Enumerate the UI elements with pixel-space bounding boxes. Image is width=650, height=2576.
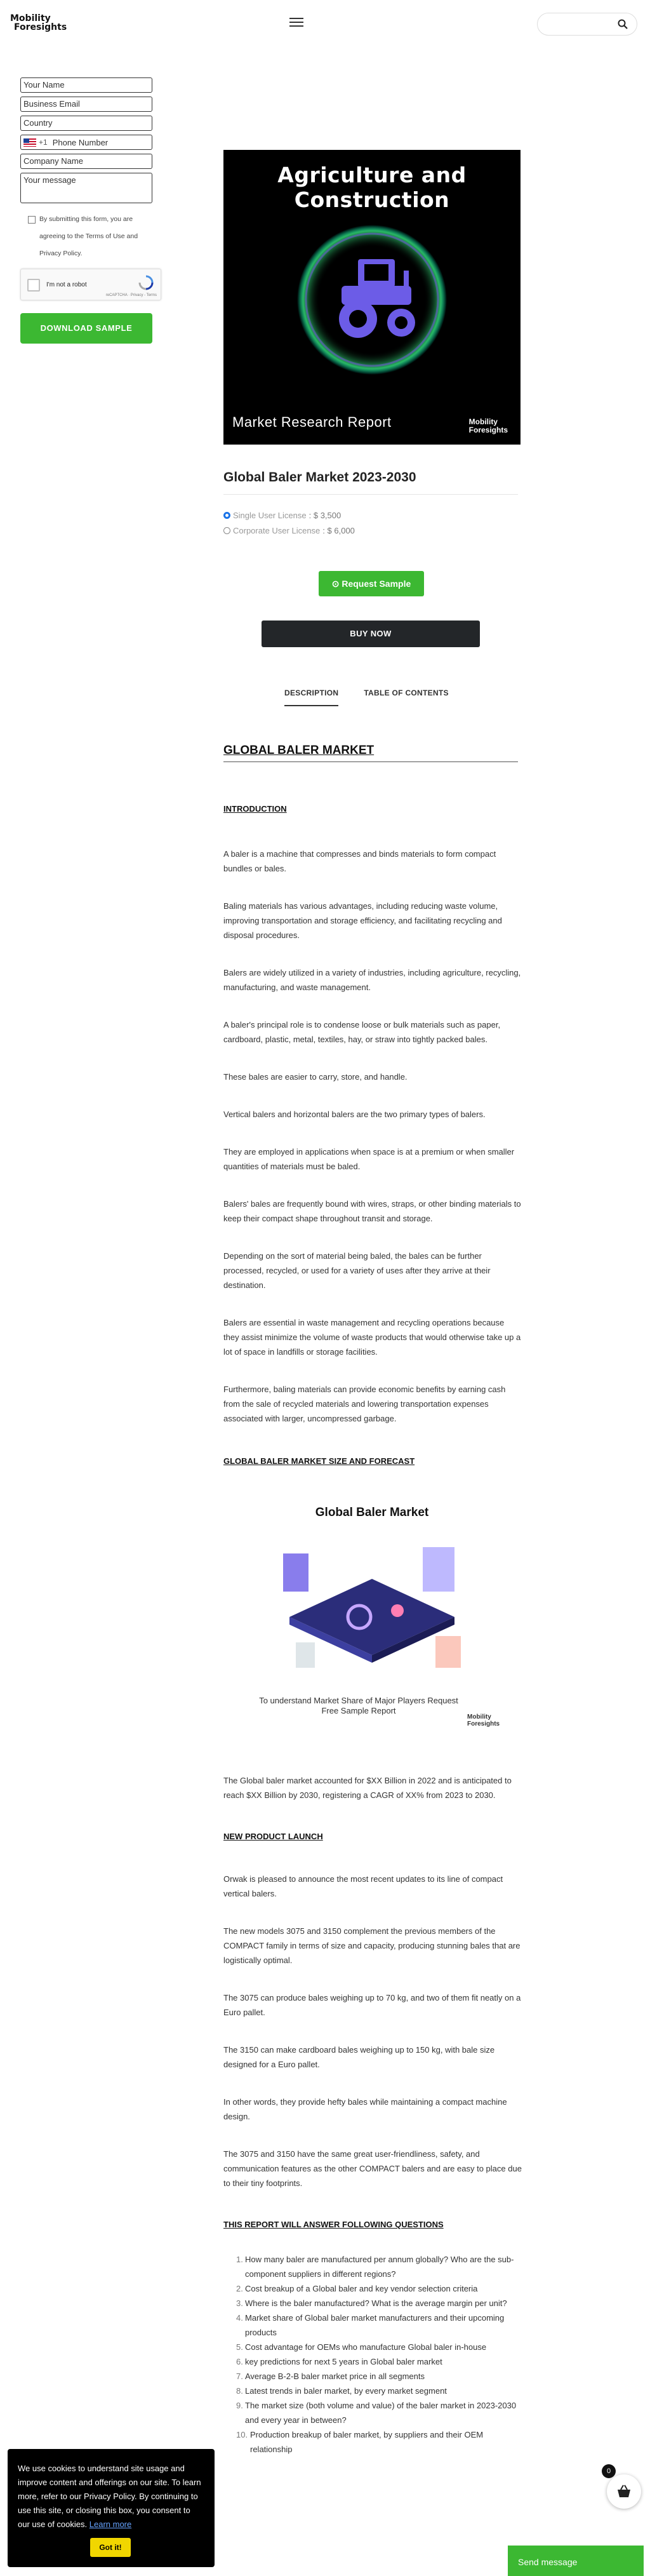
sample-request-form [20,77,157,344]
list-item: 9. The market size (both volume and value) of the baler market in 2023-2030 and every year in between? [236,2401,517,2425]
paragraph: In other words, they provide hefty bales while maintaining a compact machine design. [223,2097,507,2121]
cookie-banner [8,2449,215,2567]
consent-checkbox[interactable] [28,216,36,224]
infographic-logo-line-2: Foresights [467,1721,500,1727]
phone-code[interactable]: +1 [39,138,48,147]
list-item: 4. Market share of Global baler market manufacturers and their upcoming products [236,2313,505,2337]
heading-divider [223,761,518,762]
list-item: 5. Cost advantage for OEMs who manufacture Global baler in-house [236,2342,487,2352]
license-label: Corporate User License [233,526,321,535]
phone-placeholder: Phone Number [52,137,109,147]
consent-row [20,211,152,262]
list-item: 10. Production breakup of baler market, by suppliers and their OEM relationship [236,2430,484,2454]
message-field[interactable]: Your message [20,173,152,203]
tractor-icon [289,217,454,382]
questions-list [223,2252,522,2457]
paragraph: Furthermore, baling materials can provide economic benefits by earning cash from the sale of recycled materials and lowering transportation expenses associated with larger, uncompressed garbage. [223,1385,506,1423]
paragraph: The 3075 and 3150 have the same great user-friendliness, safety, and communication features as the other COMPACT balers and are easy to place due to their tiny footprints. [223,2149,522,2188]
cover-logo-line-1: Mobility [468,417,498,426]
tab-description[interactable]: DESCRIPTION [284,685,338,706]
paragraph: Balers are widely utilized in a variety of industries, including agriculture, recycling, manufacturing, and waste management. [223,968,521,992]
license-price: $ 6,000 [327,526,355,535]
license-radio-corporate[interactable] [223,527,230,534]
content-tabs [284,685,474,706]
recaptcha-logo-icon [138,274,154,293]
cookie-accept-button[interactable]: Got it! [90,2538,131,2557]
infographic-caption: To understand Market Share of Major Players Request Free Sample Report [259,1696,458,1715]
paragraph: The 3150 can make cardboard bales weighing up to 150 kg, with bale size designed for a Euro pallet. [223,2045,495,2069]
request-sample-label: Request Sample [342,579,411,589]
infographic-logo [467,1714,500,1727]
new-product-heading: NEW PRODUCT LAUNCH [223,1832,323,1841]
phone-field[interactable] [20,135,152,150]
list-item: 2. Cost breakup of a Global baler and key vendor selection criteria [236,2284,478,2293]
size-forecast-heading: GLOBAL BALER MARKET SIZE AND FORECAST [223,1456,415,1466]
paragraph: Vertical balers and horizontal balers are the two primary types of balers. [223,1110,486,1119]
cover-logo [469,418,508,434]
divider [223,494,518,495]
paragraph: These bales are easier to carry, store, and handle. [223,1072,408,1082]
basket-icon [616,2483,632,2500]
license-label: Single User License [233,511,307,520]
intro-heading: INTRODUCTION [223,804,287,814]
main-heading: GLOBAL BALER MARKET [223,744,375,757]
recaptcha-widget [20,269,161,300]
paragraph: Balers are essential in waste management and recycling operations because they assist minimize the volume of waste products that would otherwise take up a lot of space in landfills or storage facilities. [223,1318,521,1357]
report-cover-image [223,150,521,445]
request-sample-button[interactable] [319,571,424,596]
description-content [223,743,522,2457]
paragraph: Orwak is pleased to announce the most recent updates to its line of compact vertical balers. [223,1874,503,1898]
list-item: 1. How many baler are manufactured per annum globally? Who are the sub-component suppliers in different regions? [236,2255,514,2279]
hamburger-icon[interactable] [289,18,303,27]
cover-title: Agriculture and Construction [277,163,467,212]
logo-line-1: Mobility [10,13,51,23]
isometric-dashboard-icon [264,1528,480,1687]
paragraph: Baling materials has various advantages, including reducing waste volume, improving transportation and storage efficiency, and facilitating recycling and disposal procedures. [223,901,502,940]
cookie-text: We use cookies to understand site usage and improve content and offerings on our site. To learn more, refer to our Privacy Policy. By continuing to use this site, or closing this box, you consent to our use of cookies. [18,2464,201,2529]
cover-footer-text: Market Research Report [232,414,392,430]
consent-text: By submitting this form, you are agreeing to the Terms of Use and Privacy Policy. [39,215,138,257]
paragraph: Depending on the sort of material being baled, the bales can be further processed, recycled, or used for a variety of uses after they arrive at their destination. [223,1251,491,1290]
cover-logo-line-2: Foresights [468,426,508,434]
market-infographic[interactable] [223,1499,521,1773]
paragraph: A baler's principal role is to condense loose or bulk materials such as paper, cardboard, plastic, metal, textiles, hay, or straw into tightly packed bales. [223,1020,501,1044]
email-field[interactable]: Business Email [20,97,152,112]
license-option-single[interactable]: Single User License : $ 3,500 [223,511,341,520]
send-message-button[interactable]: Send message [508,2546,644,2576]
country-field[interactable]: Country [20,116,152,131]
list-item: 8. Latest trends in baler market, by every market segment [236,2386,447,2396]
recaptcha-checkbox[interactable] [27,279,40,292]
license-price: $ 3,500 [313,511,342,520]
infographic-logo-line-1: Mobility [467,1714,491,1721]
search-icon[interactable] [618,19,628,32]
list-item: 7. Average B-2-B baler market price in all segments [236,2371,425,2381]
site-header [0,0,650,48]
us-flag-icon[interactable] [23,138,36,147]
recaptcha-footer[interactable]: reCAPTCHA · Privacy - Terms [105,293,157,297]
paragraph: The new models 3075 and 3150 complement the previous members of the COMPACT family in terms of size and capacity, producing stunning bales that are logistically optimal. [223,1926,521,1965]
paragraph: They are employed in applications when space is at a premium or when smaller quantities of materials must be baled. [223,1147,515,1171]
questions-heading: THIS REPORT WILL ANSWER FOLLOWING QUESTIONS [223,2220,444,2229]
paragraph: Balers' bales are frequently bound with wires, straps, or other binding materials to keep their compact shape throughout transit and storage. [223,1199,521,1223]
paragraph: The Global baler market accounted for $XX Billion in 2022 and is anticipated to reach $XX Billion by 2030, registering a CAGR of XX% from 2023 to 2030. [223,1776,512,1800]
tab-table-of-contents[interactable]: TABLE OF CONTENTS [364,688,449,697]
download-sample-button[interactable]: DOWNLOAD SAMPLE [20,313,152,344]
list-item: 3. Where is the baler manufactured? What is the average margin per unit? [236,2298,507,2308]
cart-count-badge: 0 [602,2464,616,2478]
buy-now-button[interactable]: BUY NOW [262,621,480,647]
search-input[interactable] [537,13,637,36]
company-field[interactable]: Company Name [20,154,152,169]
infographic-title: Global Baler Market [315,1506,429,1519]
site-logo[interactable] [10,14,67,32]
download-icon: ⊙ [331,579,342,589]
license-radio-single[interactable] [223,512,230,519]
name-field[interactable]: Your Name [20,77,152,93]
license-option-corporate[interactable]: Corporate User License : $ 6,000 [223,526,355,535]
recaptcha-label: I'm not a robot [46,281,87,288]
paragraph: The 3075 can produce bales weighing up to 70 kg, and two of them fit neatly on a Euro pallet. [223,1993,521,2017]
list-item: 6. key predictions for next 5 years in Global baler market [236,2357,442,2366]
cart-button[interactable] [606,2467,641,2509]
logo-line-2: Foresights [14,22,67,32]
cookie-learn-more-link[interactable]: Learn more [89,2519,132,2529]
paragraph: A baler is a machine that compresses and binds materials to form compact bundles or bales. [223,849,496,873]
product-title: Global Baler Market 2023-2030 [223,470,416,485]
